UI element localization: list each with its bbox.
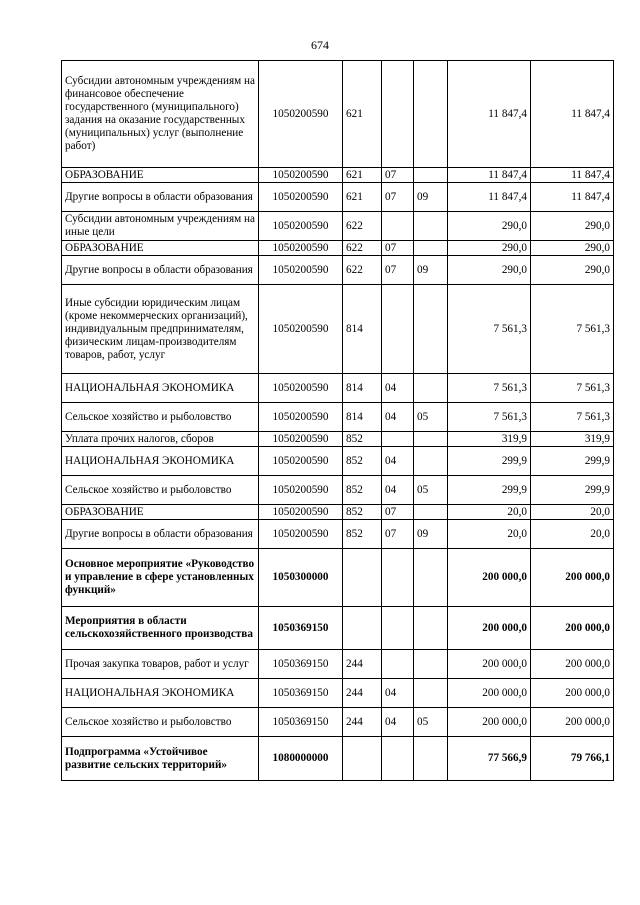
row-amount-year-1: 299,9 [448, 447, 531, 476]
row-subsection [414, 168, 448, 183]
row-amount-year-1: 20,0 [448, 505, 531, 520]
row-section: 04 [382, 447, 414, 476]
row-amount-year-1: 290,0 [448, 212, 531, 241]
row-code: 1050200590 [259, 447, 343, 476]
row-name: Субсидии автономным учреждениям на финансовое обеспечение государственного (муниципального) задания на оказание государственных (муниципальных) услуг (выполнение работ) [62, 61, 259, 168]
table-row [62, 374, 614, 403]
page-number: 674 [311, 38, 329, 52]
table-row [62, 212, 614, 241]
table-row [62, 168, 614, 183]
row-amount-year-2: 290,0 [531, 212, 614, 241]
row-name: Другие вопросы в области образования [62, 183, 259, 212]
row-expense-type: 814 [343, 285, 382, 374]
row-amount-year-2: 200 000,0 [531, 650, 614, 679]
row-amount-year-2: 319,9 [531, 432, 614, 447]
row-code: 1050369150 [259, 679, 343, 708]
row-code: 1050200590 [259, 520, 343, 549]
row-subsection [414, 212, 448, 241]
row-subsection: 09 [414, 183, 448, 212]
row-code: 1050200590 [259, 403, 343, 432]
row-name: Сельское хозяйство и рыболовство [62, 708, 259, 737]
row-expense-type: 244 [343, 708, 382, 737]
row-code: 1050200590 [259, 212, 343, 241]
row-expense-type: 244 [343, 679, 382, 708]
table-row [62, 432, 614, 447]
row-name: НАЦИОНАЛЬНАЯ ЭКОНОМИКА [62, 374, 259, 403]
row-name: ОБРАЗОВАНИЕ [62, 505, 259, 520]
row-name: НАЦИОНАЛЬНАЯ ЭКОНОМИКА [62, 679, 259, 708]
row-subsection [414, 679, 448, 708]
row-amount-year-2: 79 766,1 [531, 737, 614, 781]
table-row [62, 708, 614, 737]
row-amount-year-1: 11 847,4 [448, 61, 531, 168]
table-row [62, 447, 614, 476]
row-amount-year-2: 299,9 [531, 447, 614, 476]
row-amount-year-1: 290,0 [448, 241, 531, 256]
row-expense-type: 622 [343, 241, 382, 256]
row-amount-year-2: 290,0 [531, 241, 614, 256]
row-amount-year-2: 7 561,3 [531, 403, 614, 432]
row-subsection [414, 432, 448, 447]
row-subsection [414, 61, 448, 168]
row-amount-year-1: 200 000,0 [448, 679, 531, 708]
table-row [62, 241, 614, 256]
table-row [62, 549, 614, 607]
row-code: 1050200590 [259, 183, 343, 212]
row-amount-year-2: 200 000,0 [531, 549, 614, 607]
row-section [382, 549, 414, 607]
row-expense-type: 852 [343, 447, 382, 476]
row-subsection [414, 447, 448, 476]
table-row [62, 679, 614, 708]
row-amount-year-1: 200 000,0 [448, 607, 531, 650]
table-row [62, 285, 614, 374]
row-amount-year-1: 77 566,9 [448, 737, 531, 781]
row-name: Другие вопросы в области образования [62, 256, 259, 285]
row-subsection [414, 285, 448, 374]
row-amount-year-2: 200 000,0 [531, 708, 614, 737]
table-row [62, 505, 614, 520]
row-expense-type: 852 [343, 505, 382, 520]
table-row [62, 403, 614, 432]
row-section: 04 [382, 679, 414, 708]
row-code: 1050200590 [259, 241, 343, 256]
row-name: Сельское хозяйство и рыболовство [62, 476, 259, 505]
row-amount-year-2: 11 847,4 [531, 183, 614, 212]
row-amount-year-2: 7 561,3 [531, 285, 614, 374]
row-name: Другие вопросы в области образования [62, 520, 259, 549]
row-amount-year-1: 319,9 [448, 432, 531, 447]
row-amount-year-1: 200 000,0 [448, 650, 531, 679]
row-expense-type: 621 [343, 168, 382, 183]
row-code: 1050200590 [259, 285, 343, 374]
row-subsection [414, 737, 448, 781]
row-code: 1050200590 [259, 476, 343, 505]
row-subsection: 05 [414, 476, 448, 505]
row-code: 1050200590 [259, 256, 343, 285]
row-section: 07 [382, 183, 414, 212]
row-amount-year-1: 7 561,3 [448, 374, 531, 403]
table-row [62, 520, 614, 549]
row-amount-year-2: 7 561,3 [531, 374, 614, 403]
row-subsection: 09 [414, 256, 448, 285]
row-code: 1050200590 [259, 61, 343, 168]
row-code: 1050300000 [259, 549, 343, 607]
row-name: Субсидии автономным учреждениям на иные цели [62, 212, 259, 241]
row-expense-type: 852 [343, 476, 382, 505]
table-row [62, 256, 614, 285]
row-amount-year-2: 11 847,4 [531, 61, 614, 168]
row-subsection: 09 [414, 520, 448, 549]
row-name: Основное мероприятие «Руководство и управление в сфере установленных функций» [62, 549, 259, 607]
row-subsection: 05 [414, 403, 448, 432]
row-expense-type: 622 [343, 212, 382, 241]
row-name: ОБРАЗОВАНИЕ [62, 241, 259, 256]
row-section [382, 607, 414, 650]
row-code: 1050369150 [259, 650, 343, 679]
row-section: 04 [382, 708, 414, 737]
row-amount-year-2: 290,0 [531, 256, 614, 285]
row-section [382, 212, 414, 241]
row-amount-year-1: 200 000,0 [448, 549, 531, 607]
table-row [62, 737, 614, 781]
row-subsection [414, 607, 448, 650]
row-amount-year-2: 11 847,4 [531, 168, 614, 183]
row-section: 07 [382, 256, 414, 285]
table-row [62, 476, 614, 505]
row-code: 1050200590 [259, 432, 343, 447]
row-expense-type: 621 [343, 61, 382, 168]
row-subsection [414, 241, 448, 256]
row-expense-type: 814 [343, 403, 382, 432]
row-section: 04 [382, 403, 414, 432]
row-section: 04 [382, 374, 414, 403]
row-expense-type: 621 [343, 183, 382, 212]
row-section: 07 [382, 241, 414, 256]
row-amount-year-2: 20,0 [531, 520, 614, 549]
row-expense-type: 852 [343, 432, 382, 447]
row-name: Мероприятия в области сельскохозяйственного производства [62, 607, 259, 650]
row-expense-type: 622 [343, 256, 382, 285]
row-expense-type: 244 [343, 650, 382, 679]
row-amount-year-1: 299,9 [448, 476, 531, 505]
row-code: 1050200590 [259, 505, 343, 520]
row-expense-type [343, 549, 382, 607]
row-subsection [414, 549, 448, 607]
row-subsection [414, 650, 448, 679]
row-amount-year-2: 20,0 [531, 505, 614, 520]
row-code: 1050200590 [259, 374, 343, 403]
table-row [62, 61, 614, 168]
row-section: 04 [382, 476, 414, 505]
row-name: ОБРАЗОВАНИЕ [62, 168, 259, 183]
row-section [382, 650, 414, 679]
row-code: 1050369150 [259, 607, 343, 650]
row-section [382, 432, 414, 447]
row-amount-year-1: 11 847,4 [448, 183, 531, 212]
row-expense-type [343, 737, 382, 781]
row-name: Иные субсидии юридическим лицам (кроме некоммерческих организаций), индивидуальным предпринимателям, физическим лицам-производителям товаров, работ, услуг [62, 285, 259, 374]
row-section: 07 [382, 520, 414, 549]
row-name: Уплата прочих налогов, сборов [62, 432, 259, 447]
row-section [382, 737, 414, 781]
budget-table [61, 60, 614, 781]
row-name: НАЦИОНАЛЬНАЯ ЭКОНОМИКА [62, 447, 259, 476]
row-section: 07 [382, 168, 414, 183]
row-code: 1050369150 [259, 708, 343, 737]
row-expense-type [343, 607, 382, 650]
row-name: Прочая закупка товаров, работ и услуг [62, 650, 259, 679]
row-section [382, 285, 414, 374]
row-amount-year-1: 20,0 [448, 520, 531, 549]
row-amount-year-1: 11 847,4 [448, 168, 531, 183]
row-amount-year-1: 7 561,3 [448, 403, 531, 432]
row-amount-year-1: 290,0 [448, 256, 531, 285]
row-code: 1050200590 [259, 168, 343, 183]
row-subsection: 05 [414, 708, 448, 737]
table-row [62, 183, 614, 212]
row-section [382, 61, 414, 168]
row-amount-year-2: 200 000,0 [531, 607, 614, 650]
table-row [62, 650, 614, 679]
row-subsection [414, 505, 448, 520]
row-amount-year-1: 7 561,3 [448, 285, 531, 374]
budget-table-body [62, 61, 614, 781]
row-section: 07 [382, 505, 414, 520]
table-row [62, 607, 614, 650]
row-code: 1080000000 [259, 737, 343, 781]
row-expense-type: 852 [343, 520, 382, 549]
row-amount-year-1: 200 000,0 [448, 708, 531, 737]
row-name: Подпрограмма «Устойчивое развитие сельских территорий» [62, 737, 259, 781]
row-amount-year-2: 200 000,0 [531, 679, 614, 708]
row-subsection [414, 374, 448, 403]
row-expense-type: 814 [343, 374, 382, 403]
row-amount-year-2: 299,9 [531, 476, 614, 505]
row-name: Сельское хозяйство и рыболовство [62, 403, 259, 432]
